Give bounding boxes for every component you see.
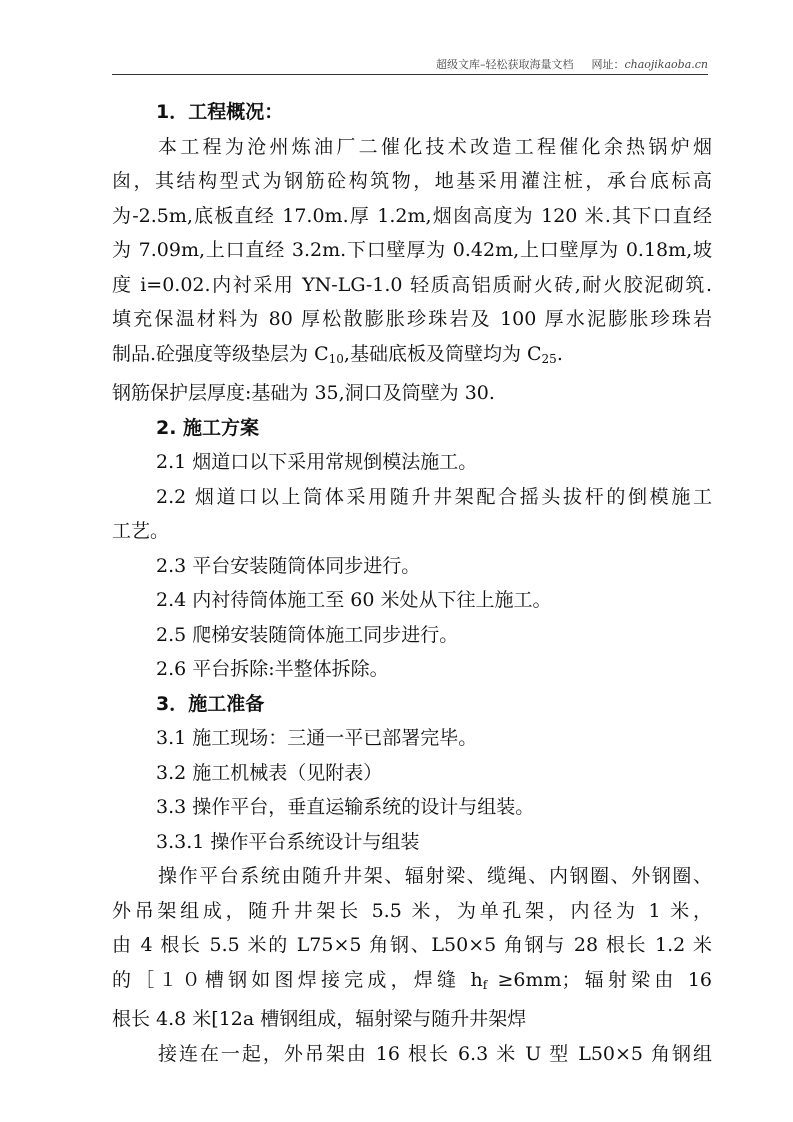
line-text: 2.1 烟道口以下采用常规倒模法施工。 [156,451,478,473]
line-text: 工艺。 [112,520,170,542]
line-text: 为-2.5m,底板直经 17.0m.厚 1.2m,烟囱高度为 120 米.其下口直经 [112,204,712,227]
text-line [112,963,712,1003]
line-text: 3．施工准备 [156,692,265,715]
text-line [112,790,712,825]
text-line [112,514,712,549]
header-url-label: 网址： [591,58,625,71]
text-line [112,618,712,653]
line-text: 2.2 烟道口以上筒体采用随升井架配合摇头拔杆的倒模施工 [156,485,712,508]
subscript: 25 [541,351,557,366]
line-text: 填充保温材料为 80 厚松散膨胀珍珠岩及 100 厚水泥膨胀珍珠岩 [112,308,712,330]
line-text: ≥6mm；辐射梁由 16 [487,968,712,991]
line-text: 2.4 内衬待筒体施工至 60 米处从下往上施工。 [156,589,552,611]
text-line [112,928,712,963]
line-text: 2. 施工方案 [156,416,260,439]
subscript: f [482,977,488,992]
header-url: chaojikaoba.cn [624,58,708,71]
text-line [112,130,712,165]
line-text: 3.1 施工现场：三通一平已部署完毕。 [156,727,478,749]
text-line [112,233,712,268]
line-text: ,基础底板及筒壁均为 C [343,342,542,365]
text-line [112,480,712,515]
text-line [112,302,712,337]
line-text: 3.3 操作平台，垂直运输系统的设计与组装。 [156,796,535,818]
line-text: 本工程为沧州炼油厂二催化技术改造工程催化余热锅炉烟 [158,135,712,158]
subscript: 10 [328,351,344,366]
line-text: 为 7.09m,上口直经 3.2m.下口壁厚为 0.42m,上口壁厚为 0.18m,坡 [112,239,712,261]
line-text: 2.5 爬梯安装随筒体施工同步进行。 [156,623,459,646]
text-line [112,721,712,756]
line-text: 度 i=0.02.内衬采用 YN-LG-1.0 轻质高铝质耐火砖,耐火胶泥砌筑. [112,273,712,296]
header-text [436,56,708,72]
document-body [112,95,712,1071]
text-line [112,337,712,377]
text-line [112,756,712,791]
line-text: 接连在一起，外吊架由 16 根长 6.3 米 U 型 L50×5 角钢组 [158,1042,712,1065]
header-site-name: 超级文库–轻松获取海量文档 [435,58,574,71]
line-text: 2.3 平台安装随筒体同步进行。 [156,554,421,577]
line-text: 制品.砼强度等级垫层为 C [112,342,329,365]
text-line [112,164,712,199]
text-line [112,445,712,480]
line-text: 钢筋保护层厚度:基础为 35,洞口及筒壁为 30. [112,382,495,404]
line-text: 的［１０槽钢如图焊接完成，焊缝 h [112,968,483,991]
section-heading [112,411,712,446]
text-line [112,1002,712,1037]
line-text: 2.6 平台拆除:半整体拆除。 [156,658,389,680]
text-line [112,199,712,234]
text-line [112,1037,712,1072]
text-line [112,549,712,584]
section-heading [112,95,712,130]
section-heading [112,687,712,722]
text-line [112,894,712,929]
text-line [112,652,712,687]
text-line [112,825,712,860]
text-line [112,268,712,303]
line-text: . [556,342,563,365]
line-text: 由 4 根长 5.5 米的 L75×5 角钢、L50×5 角钢与 28 根长 1.2 米 [112,934,712,956]
line-text: 3.3.1 操作平台系统设计与组装 [156,830,420,853]
line-text: 操作平台系统由随升井架、辐射梁、缆绳、内钢圈、外钢圈、 [158,865,712,887]
line-text: 1．工程概况： [156,101,284,123]
line-text: 根长 4.8 米[12a 槽钢组成，辐射梁与随升井架焊 [112,1008,527,1030]
line-text: 3.2 施工机械表（见附表） [156,761,383,784]
text-line [112,583,712,618]
line-text: 囱，其结构型式为钢筋砼构筑物，地基采用灌注桩，承台底标高 [112,170,712,192]
text-line [112,859,712,894]
page-header [112,48,708,75]
text-line [112,376,712,411]
line-text: 外吊架组成，随升井架长 5.5 米，为单孔架，内径为 1 米， [112,899,712,922]
